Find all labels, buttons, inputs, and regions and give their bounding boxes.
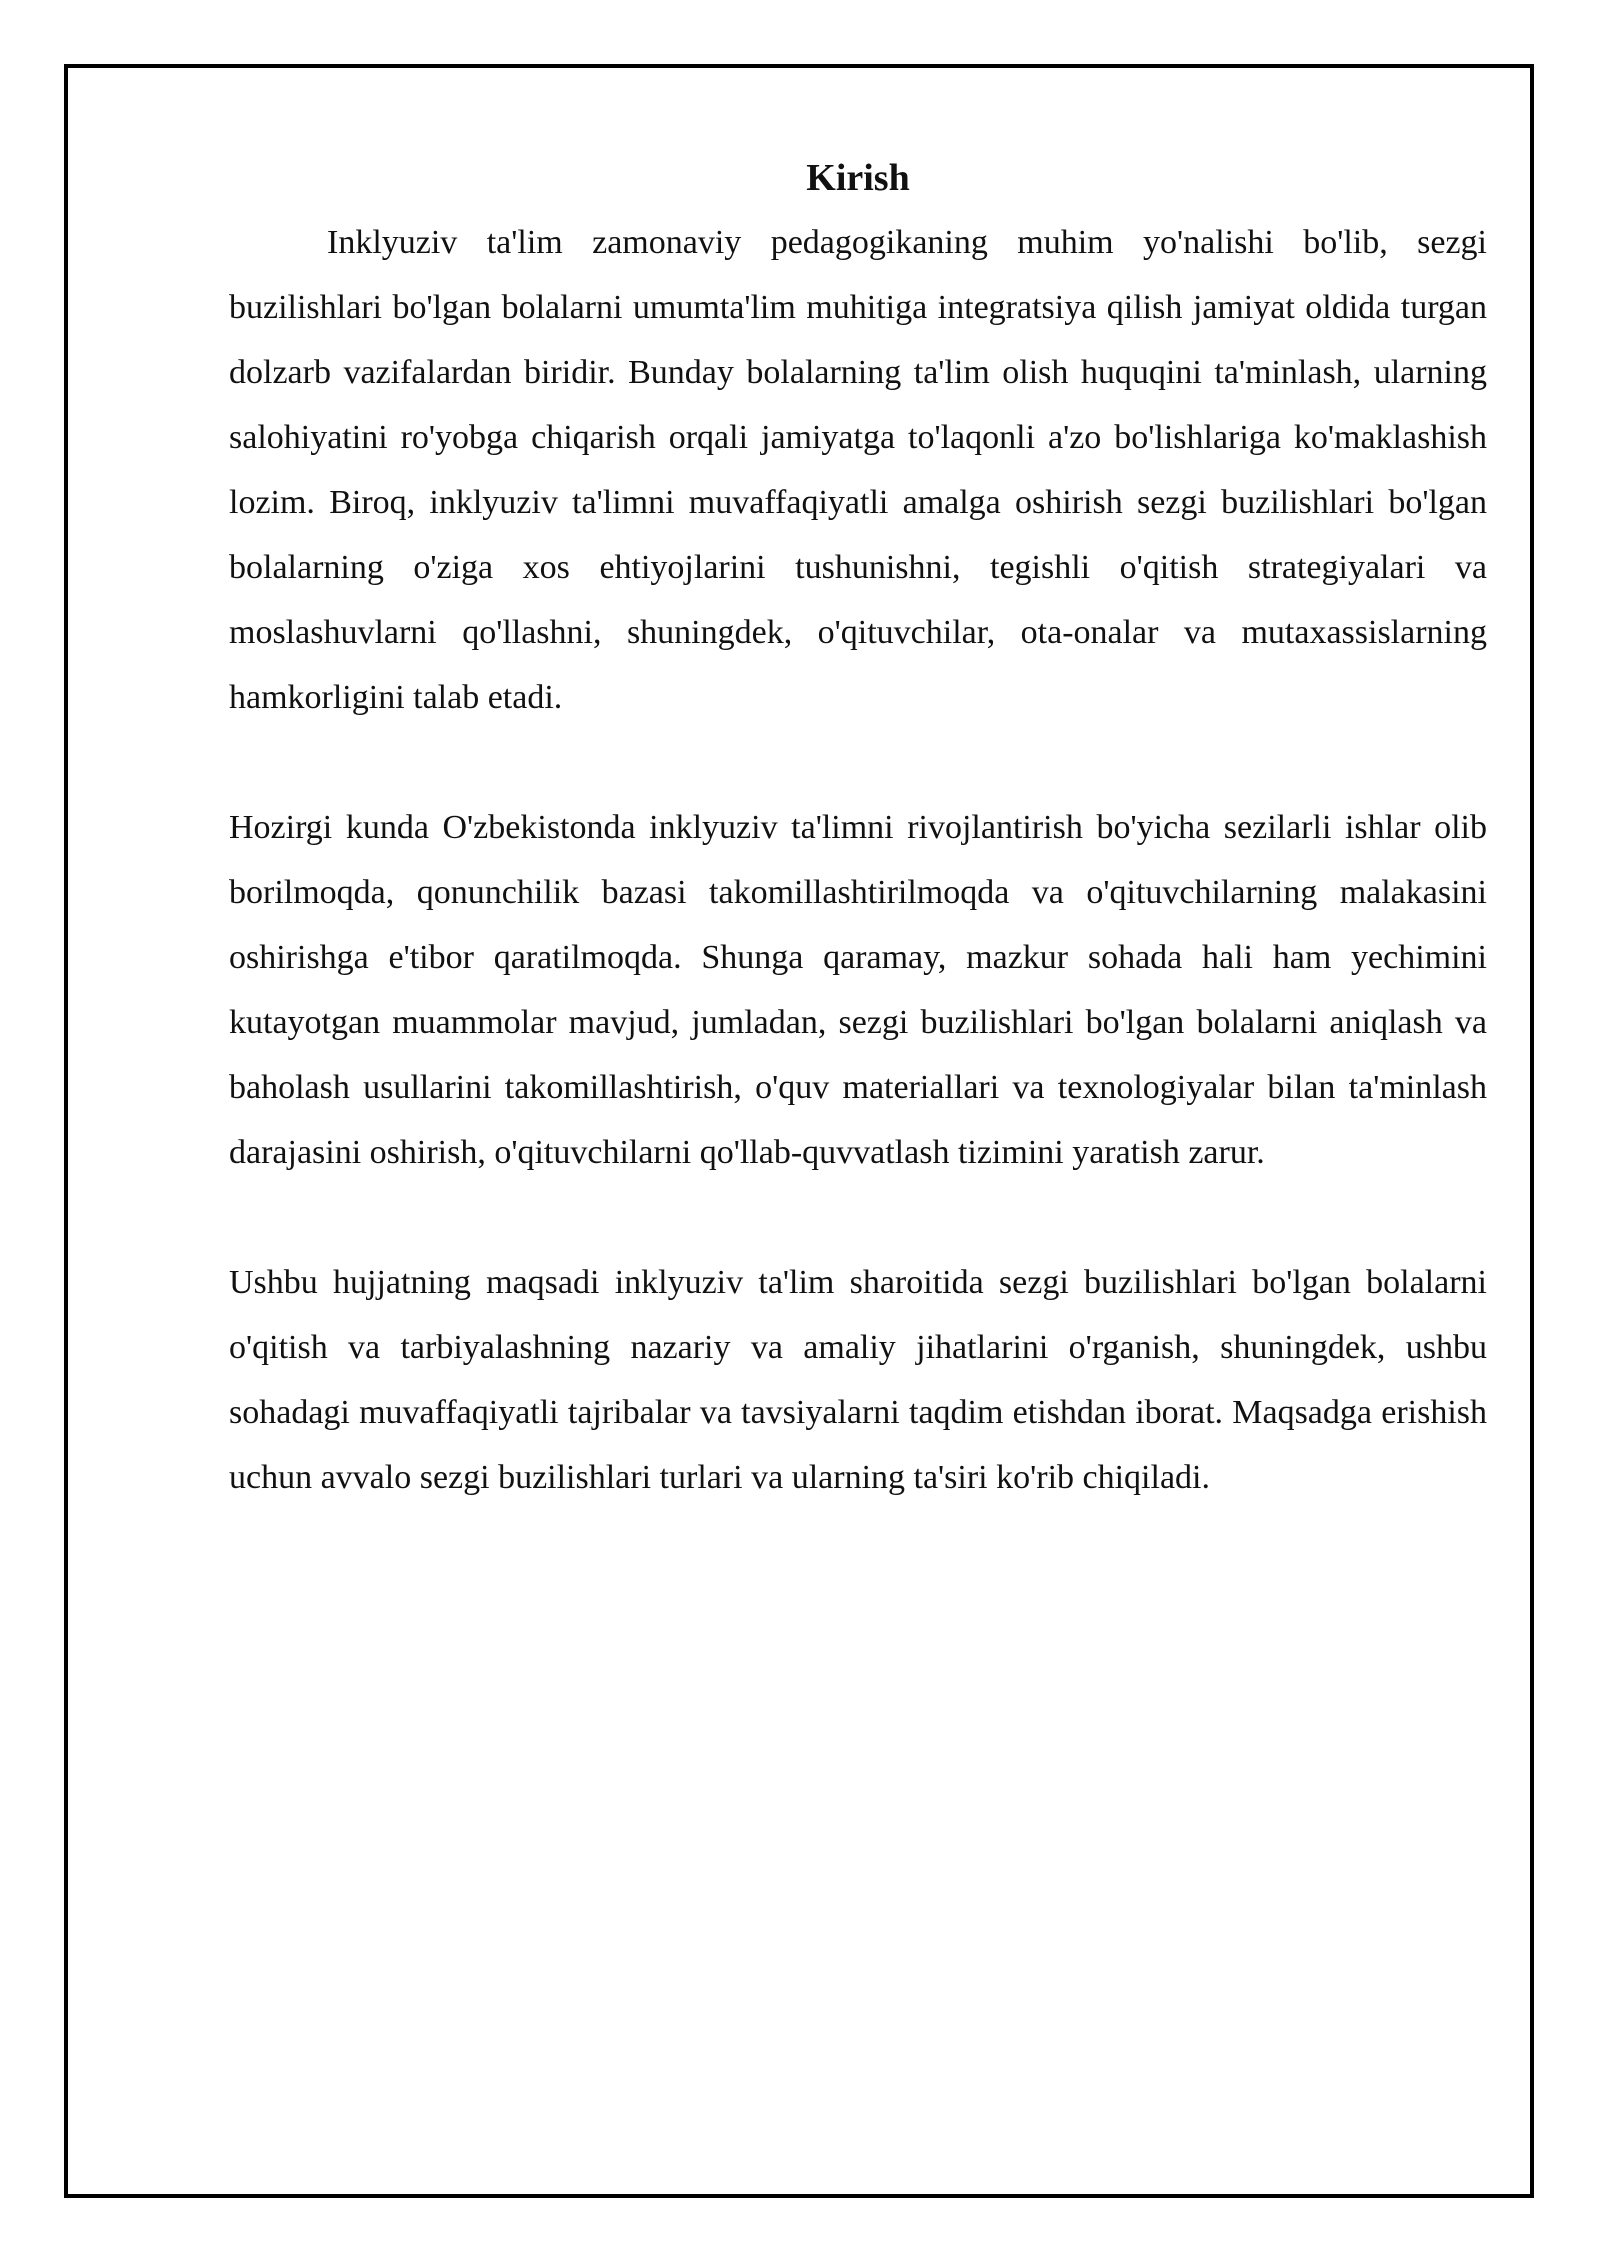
document-body [229, 148, 1487, 1510]
paragraph-2: Hozirgi kunda O'zbekistonda inklyuziv ta'limni rivojlantirish bo'yicha sezilarli ishlar olib borilmoqda, qonunchilik bazasi takomillashtirilmoqda va o'qituvchilarning malakasini oshirishga e'tibor qaratilmoqda. Shunga qaramay, mazkur sohada hali ham yechimini kutayotgan muammolar mavjud, jumladan, sezgi buzilishlari bo'lgan bolalarni aniqlash va baholash usullarini takomillashtirish, o'quv materiallari va texnologiyalar bilan ta'minlash darajasini oshirish, o'qituvchilarni qo'llab-quvvatlash tizimini yaratish zarur. [229, 809, 1487, 1171]
paragraph-spacer [229, 1185, 1487, 1250]
paragraph-spacer [229, 730, 1487, 795]
paragraph-1: Inklyuziv ta'lim zamonaviy pedagogikaning muhim yo'nalishi bo'lib, sezgi buzilishlari bo'lgan bolalarni umumta'lim muhitiga integratsiya qilish jamiyat oldida turgan dolzarb vazifalardan biridir. Bunday bolalarning ta'lim olish huquqini ta'minlash, ularning salohiyatini ro'yobga chiqarish orqali jamiyatga to'laqonli a'zo bo'lishlariga ko'maklashish lozim. Biroq, inklyuziv ta'limni muvaffaqiyatli amalga oshirish sezgi buzilishlari bo'lgan bolalarning o'ziga xos ehtiyojlarini tushunishni, tegishli o'qitish strategiyalari va moslashuvlarni qo'llashni, shuningdek, o'qituvchilar, ota-onalar va mutaxassislarning hamkorligini talab etadi. [229, 224, 1487, 716]
paragraph-3: Ushbu hujjatning maqsadi inklyuziv ta'lim sharoitida sezgi buzilishlari bo'lgan bolalarni o'qitish va tarbiyalashning nazariy va amaliy jihatlarini o'rganish, shuningdek, ushbu sohadagi muvaffaqiyatli tajribalar va tavsiyalarni taqdim etishdan iborat. Maqsadga erishish uchun avvalo sezgi buzilishlari turlari va ularning ta'siri ko'rib chiqiladi. [229, 1264, 1487, 1496]
document-title: Kirish [806, 157, 910, 199]
